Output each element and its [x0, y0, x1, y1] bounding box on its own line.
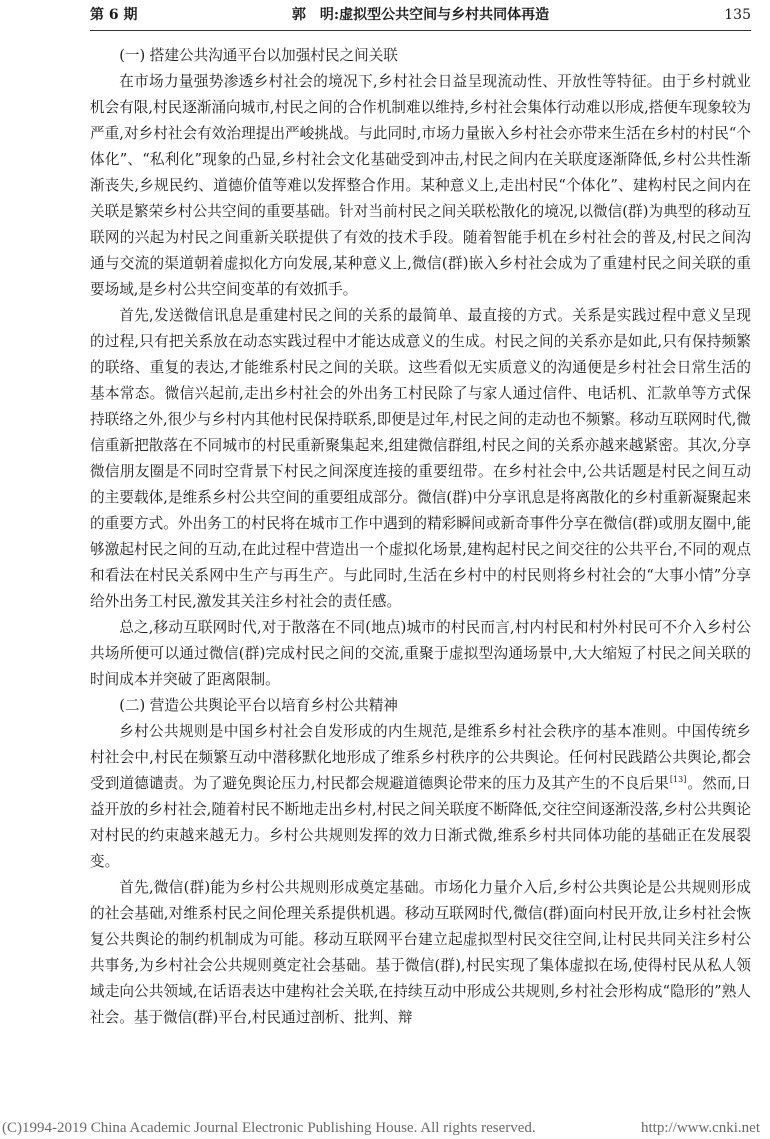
- footer-url[interactable]: http://www.cnki.net: [640, 1120, 760, 1136]
- footer: [2, 1118, 760, 1138]
- article-body: [90, 43, 751, 1031]
- section-heading-2: (二) 营造公共舆论平台以培育乡村公共精神: [119, 697, 398, 714]
- paragraph-text: 乡村公共规则是中国乡村社会自发形成的内生规范,是维系乡村社会秩序的基本准则。中国传统乡村社会中,村民在频繁互动中潜移默化地形成了维系乡村秩序的公共舆论。任何村民践踏公共舆论,都会受到道德谴责。为了避免舆论压力,村民都会规避道德舆论带来的压力及其产生的不良后果: [90, 723, 751, 792]
- paragraph: 在市场力量强势渗透乡村社会的境况下,乡村社会日益呈现流动性、开放性等特征。由于乡村就业机会有限,村民逐渐涌向城市,村民之间的合作机制难以维持,乡村社会集体行动难以形成,搭便车现象较为严重,对乡村社会有效治理提出严峻挑战。与此同时,市场力量嵌入乡村社会亦带来生活在乡村的村民“个体化”、“私利化”现象的凸显,乡村社会文化基础受到冲击,村民之间内在关联度逐渐降低,乡村公共性渐渐丧失,乡规民约、道德价值等难以发挥整合作用。某种意义上,走出村民“个体化”、建构村民之间内在关联是繁荣乡村公共空间的重要基础。针对当前村民之间关联松散化的境况,以微信(群)为典型的移动互联网的兴起为村民之间重新关联提供了有效的技术手段。随着智能手机在乡村社会的普及,村民之间沟通与交流的渠道朝着虚拟化方向发展,某种意义上,微信(群)嵌入乡村社会成为了重建村民之间关联的重要场域,是乡村公共空间变革的有效抓手。: [90, 73, 751, 298]
- citation-ref[interactable]: [13]: [669, 775, 687, 785]
- paragraph-with-citation: [90, 719, 751, 875]
- paragraph: 总之,移动互联网时代,对于散落在不同(地点)城市的村民而言,村内村民和村外村民可不介入乡村公共场所便可以通过微信(群)完成村民之间的交流,重聚于虚拟型沟通场景中,大大缩短了村民之间关联的时间成本并突破了距离限制。: [90, 619, 751, 688]
- issue-number: 第 6 期: [90, 7, 138, 23]
- running-header: [90, 0, 751, 31]
- paragraph-text-continued: 。然而,日益开放的乡村社会,随着村民不断地走出乡村,村民之间关联度不断降低,交往空间逐渐没落,乡村公共舆论对村民的约束越来越无力。乡村公共规则发挥的效力日渐式微,维系乡村共同体功能的基础正在发展裂变。: [90, 775, 751, 870]
- paragraph: 首先,发送微信讯息是重建村民之间的关系的最简单、最直接的方式。关系是实践过程中意义呈现的过程,只有把关系放在动态实践过程中才能达成意义的生成。村民之间的关系亦是如此,只有保持频繁的联络、重复的表达,才能维系村民之间的关联。这些看似无实质意义的沟通便是乡村社会日常生活的基本常态。微信兴起前,走出乡村社会的外出务工村民除了与家人通过信件、电话机、汇款单等方式保持联络之外,很少与乡村内其他村民保持联系,即便是过年,村民之间的走动也不频繁。移动互联网时代,微信重新把散落在不同城市的村民重新聚集起来,组建微信群组,村民之间的关系亦越来越紧密。其次,分享微信朋友圈是不同时空背景下村民之间深度连接的重要纽带。在乡村社会中,公共话题是村民之间互动的主要载体,是维系乡村公共空间的重要组成部分。微信(群)中分享讯息是将离散化的乡村重新凝聚起来的重要方式。外出务工的村民将在城市工作中遇到的精彩瞬间或新奇事件分享在微信(群)或朋友圈中,能够激起村民之间的互动,在此过程中营造出一个虚拟化场景,建构起村民之间交往的公共平台,不同的观点和看法在村民关系网中生产与再生产。与此同时,生活在乡村中的村民则将乡村社会的“大事小情”分享给外出务工村民,激发其关注乡村社会的责任感。: [90, 307, 751, 610]
- page-number: 135: [724, 7, 751, 23]
- paragraph: 首先,微信(群)能为乡村公共规则形成奠定基础。市场化力量介入后,乡村公共舆论是公共规则形成的社会基础,对维系村民之间伦理关系提供机遇。移动互联网时代,微信(群)面向村民开放,让乡村社会恢复公共舆论的制约机制成为可能。移动互联网平台建立起虚拟型村民交往空间,让村民共同关注乡村公共事务,为乡村社会公共规则奠定社会基础。基于微信(群),村民实现了集体虚拟在场,使得村民从私人领域走向公共领域,在话语表达中建构社会关联,在持续互动中形成公共规则,乡村社会形构成“隐形的”熟人社会。基于微信(群)平台,村民通过剖析、批判、辩: [90, 879, 751, 1026]
- copyright-notice: (C)1994-2019 China Academic Journal Electronic Publishing House. All rights reserved.: [2, 1120, 536, 1136]
- running-title: 郭 明:虚拟型公共空间与乡村共同体再造: [291, 7, 550, 23]
- section-heading-1: (一) 搭建公共沟通平台以加强村民之间关联: [119, 47, 398, 64]
